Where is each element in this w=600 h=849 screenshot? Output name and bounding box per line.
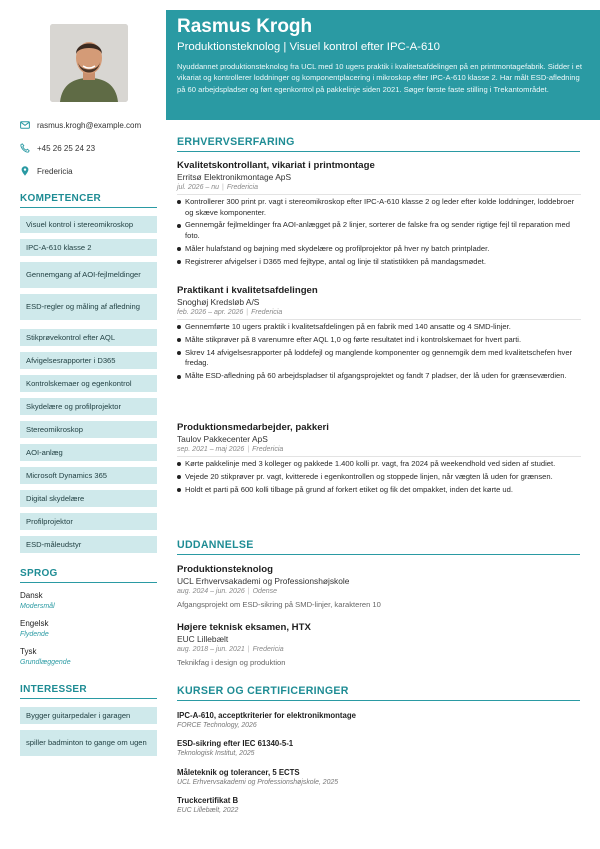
bullet-item: Gennemførte 10 ugers praktik i kvalitetsafdelingen på en fabrik med 140 ansatte og 4 SMD-linjer. bbox=[177, 322, 581, 333]
education-school: EUC Lillebælt bbox=[177, 634, 229, 644]
language-name: Tysk bbox=[20, 647, 37, 656]
job-meta: feb. 2026 – apr. 2026 | Fredericia bbox=[177, 308, 581, 320]
job-entry bbox=[177, 285, 581, 384]
course-entry bbox=[177, 710, 581, 731]
job-employer: Taulov Pakkecenter ApS bbox=[177, 434, 268, 444]
bullet-item: Holdt et parti på 600 kolli tilbage på grund af forkert etiket og fik det ompakket, inden det kørte ud. bbox=[177, 485, 581, 496]
bullet-item: Registrerer afvigelser i D365 med fejltype, antal og linje til statistikken på mandagsmødet. bbox=[177, 257, 581, 268]
job-meta: sep. 2021 – maj 2026 | Fredericia bbox=[177, 445, 581, 457]
education-meta: aug. 2024 – jun. 2026 | Odense bbox=[177, 588, 278, 595]
education-title: Højere teknisk eksamen, HTX bbox=[177, 622, 311, 633]
language-name: Dansk bbox=[20, 591, 43, 600]
bullet-item: Skrev 14 afvigelsesrapporter på loddefejl og manglende komponenter og gennemgik dem med kvalitetschefen hver fredag. bbox=[177, 348, 581, 369]
education-title: Produktionsteknolog bbox=[177, 564, 273, 575]
interest-chip: Bygger guitarpedaler i garagen bbox=[20, 707, 157, 724]
skill-chip: Visuel kontrol i stereomikroskop bbox=[20, 216, 157, 233]
skill-chip: Afvigelsesrapporter i D365 bbox=[20, 352, 157, 369]
education-entry bbox=[177, 622, 581, 668]
job-title: Praktikant i kvalitetsafdelingen bbox=[177, 285, 318, 296]
contact-email[interactable] bbox=[20, 120, 160, 130]
job-employer: Snoghøj Kredsløb A/S bbox=[177, 297, 260, 307]
job-dates: sep. 2021 – maj 2026 bbox=[177, 446, 245, 453]
job-dates: jul. 2026 – nu bbox=[177, 184, 220, 191]
job-title: Kvalitetskontrollant, vikariat i printmontage bbox=[177, 160, 375, 171]
course-title: Truckcertifikat B bbox=[177, 796, 239, 805]
job-entry bbox=[177, 422, 581, 498]
candidate-headline: Produktionsteknolog | Visuel kontrol efter IPC-A-610 bbox=[177, 41, 440, 53]
course-meta: Teknologisk Institut, 2025 bbox=[177, 750, 255, 757]
interest-chip: spiller badminton to gange om ugen bbox=[20, 730, 157, 756]
skill-chip: IPC-A-610 klasse 2 bbox=[20, 239, 157, 256]
bullet-item: Gennemgår fejlmeldinger fra AOI-anlægget på 2 linjer, sorterer de falske fra og sender rigtige fejl til reparation med foto. bbox=[177, 220, 581, 241]
mail-icon bbox=[20, 120, 30, 130]
job-bullets bbox=[177, 459, 581, 495]
job-bullets bbox=[177, 322, 581, 382]
skill-chip: Digital skydelære bbox=[20, 490, 157, 507]
language-level: Modersmål bbox=[20, 603, 55, 610]
bullet-item: Målte ESD-afledning på 60 arbejdspladser til afgangsprojektet og fandt 7 pladser, der lå uden for grænseværdien. bbox=[177, 371, 581, 382]
contact-city bbox=[20, 166, 160, 176]
education-note: Teknikfag i design og produktion bbox=[177, 658, 286, 667]
phone-text: +45 26 25 24 23 bbox=[37, 143, 96, 153]
education-note: Afgangsprojekt om ESD-sikring på SMD-linjer, karakteren 10 bbox=[177, 600, 381, 609]
job-meta: jul. 2026 – nu | Fredericia bbox=[177, 183, 581, 195]
course-meta: UCL Erhvervsakademi og Professionshøjskole, 2025 bbox=[177, 779, 339, 786]
job-title: Produktionsmedarbejder, pakkeri bbox=[177, 422, 329, 433]
language-level: Grundlæggende bbox=[20, 659, 71, 666]
job-place: Fredericia bbox=[252, 446, 284, 453]
profile-photo bbox=[50, 24, 128, 102]
job-place: Fredericia bbox=[226, 184, 258, 191]
job-entry bbox=[177, 160, 581, 270]
interests-heading: INTERESSER bbox=[20, 684, 157, 699]
email-text: rasmus.krogh@example.com bbox=[37, 120, 142, 130]
skill-chip: Skydelære og profilprojektor bbox=[20, 398, 157, 415]
course-entry bbox=[177, 767, 581, 788]
skill-chip: ESD-regler og måling af afledning bbox=[20, 294, 157, 320]
phone-icon bbox=[20, 143, 30, 153]
course-entry bbox=[177, 738, 581, 759]
bullet-item: Målte stikprøver på 8 varenumre efter AQL 1,0 og førte resultatet ind i kontrolskemaet for hvert parti. bbox=[177, 335, 581, 346]
skills-heading: KOMPETENCER bbox=[20, 193, 157, 208]
course-meta: EUC Lillebælt, 2022 bbox=[177, 807, 239, 814]
course-meta: FORCE Technology, 2026 bbox=[177, 722, 257, 729]
job-dates: feb. 2026 – apr. 2026 bbox=[177, 309, 244, 316]
bullet-item: Måler hulafstand og bøjning med skydelære og profilprojektor på hver ny batch printplader. bbox=[177, 244, 581, 255]
education-meta: aug. 2018 – jun. 2021 | Fredericia bbox=[177, 646, 284, 653]
education-place: Fredericia bbox=[252, 646, 284, 653]
course-title: IPC-A-610, acceptkriterier for elektronikmontage bbox=[177, 711, 356, 720]
city-text: Fredericia bbox=[37, 166, 73, 176]
skill-chip: Microsoft Dynamics 365 bbox=[20, 467, 157, 484]
bullet-item: Vejede 20 stikprøver pr. vagt, kvitterede i egenkontrollen og stoppede linjen, når vægten lå uden for grænsen. bbox=[177, 472, 581, 483]
courses-heading: KURSER OG CERTIFICERINGER bbox=[177, 685, 580, 701]
education-dates: aug. 2024 – jun. 2026 bbox=[177, 588, 245, 595]
education-entry bbox=[177, 564, 581, 610]
skill-chip: Stereomikroskop bbox=[20, 421, 157, 438]
language-level: Flydende bbox=[20, 631, 49, 638]
sidebar bbox=[0, 0, 166, 849]
languages-heading: SPROG bbox=[20, 568, 157, 583]
job-employer: Erritsø Elektronikmontage ApS bbox=[177, 172, 292, 182]
skill-chip: ESD-måleudstyr bbox=[20, 536, 157, 553]
course-entry bbox=[177, 795, 581, 816]
bullet-item: Kontrollerer 300 print pr. vagt i stereomikroskop efter IPC-A-610 klasse 2 og leder efter kolde loddninger, loddebroer og skæve komponenter. bbox=[177, 197, 581, 218]
skill-chip: Kontrolskemaer og egenkontrol bbox=[20, 375, 157, 392]
skill-chip: Stikprøvekontrol efter AQL bbox=[20, 329, 157, 346]
course-title: ESD-sikring efter IEC 61340-5-1 bbox=[177, 739, 294, 748]
skill-chip: Profilprojektor bbox=[20, 513, 157, 530]
contact-phone[interactable] bbox=[20, 143, 160, 153]
location-pin-icon bbox=[20, 166, 30, 176]
skill-chip: AOI-anlæg bbox=[20, 444, 157, 461]
candidate-name: Rasmus Krogh bbox=[177, 16, 313, 37]
profile-summary: Nyuddannet produktionsteknolog fra UCL med 10 ugers praktik i kvalitetsafdelingen på en printmontagefabrik. Sidder i et vikariat og kontrollerer loddninger og komponentplacering i mikroskop efter IPC-A-610 klasse 2. Har målt ESD-afledning på 60 arbejdspladser og ført egenkontrol på pakkelinje siden 2021. Søger første faste stilling i Trekantområdet. bbox=[177, 62, 582, 94]
job-bullets bbox=[177, 197, 581, 267]
job-place: Fredericia bbox=[251, 309, 283, 316]
language-name: Engelsk bbox=[20, 619, 49, 628]
education-dates: aug. 2018 – jun. 2021 bbox=[177, 646, 245, 653]
bullet-item: Kørte pakkelinje med 3 kolleger og pakkede 1.400 kolli pr. vagt, fra 2024 på weekendhold ved siden af studiet. bbox=[177, 459, 581, 470]
skill-chip: Gennemgang af AOI-fejlmeldinger bbox=[20, 262, 157, 288]
education-heading: UDDANNELSE bbox=[177, 539, 580, 555]
education-place: Odense bbox=[252, 588, 278, 595]
experience-heading: ERHVERVSERFARING bbox=[177, 136, 580, 152]
header-band bbox=[166, 10, 600, 120]
education-school: UCL Erhvervsakademi og Professionshøjskole bbox=[177, 576, 350, 586]
course-title: Måleteknik og tolerancer, 5 ECTS bbox=[177, 768, 300, 777]
